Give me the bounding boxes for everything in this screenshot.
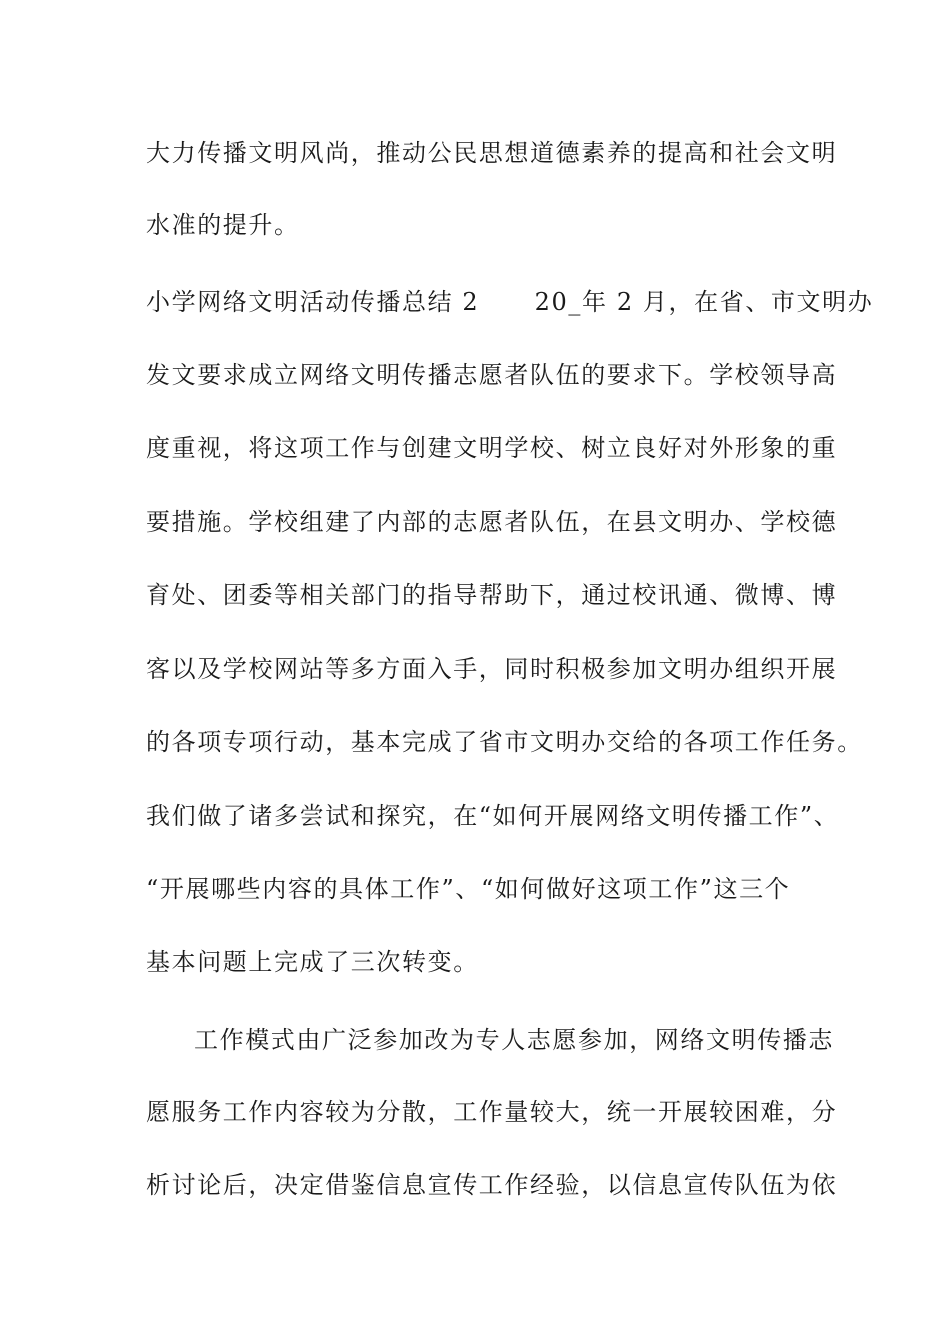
text-line: 小学网络文明活动传播总结 2 20_年 2 月，在省、市文明办 [146, 288, 874, 316]
text-line: 客以及学校网站等多方面入手，同时积极参加文明办组织开展 [146, 655, 838, 683]
text-line: 大力传播文明风尚，推动公民思想道德素养的提高和社会文明 [146, 139, 838, 167]
text-line: 基本问题上完成了三次转变。 [146, 948, 479, 976]
text-line: 要措施。学校组建了内部的志愿者队伍，在县文明办、学校德 [146, 508, 838, 536]
text-line: 度重视，将这项工作与创建文明学校、树立良好对外形象的重 [146, 434, 838, 462]
text-line: “开展哪些内容的具体工作”、“如何做好这项工作”这三个 [146, 875, 791, 903]
text-line: 愿服务工作内容较为分散，工作量较大，统一开展较困难，分 [146, 1098, 838, 1126]
text-line: 的各项专项行动，基本完成了省市文明办交给的各项工作任务。 [146, 728, 863, 756]
text-line: 育处、团委等相关部门的指导帮助下，通过校讯通、微博、博 [146, 581, 838, 609]
paragraph-first-line: 工作模式由广泛参加改为专人志愿参加，网络文明传播志 [194, 1026, 834, 1054]
text-line: 我们做了诸多尝试和探究，在“如何开展网络文明传播工作”、 [146, 802, 840, 830]
text-line: 水准的提升。 [146, 211, 300, 239]
text-line: 析讨论后，决定借鉴信息宣传工作经验，以信息宣传队伍为依 [146, 1171, 838, 1199]
text-line: 发文要求成立网络文明传播志愿者队伍的要求下。学校领导高 [146, 361, 838, 389]
